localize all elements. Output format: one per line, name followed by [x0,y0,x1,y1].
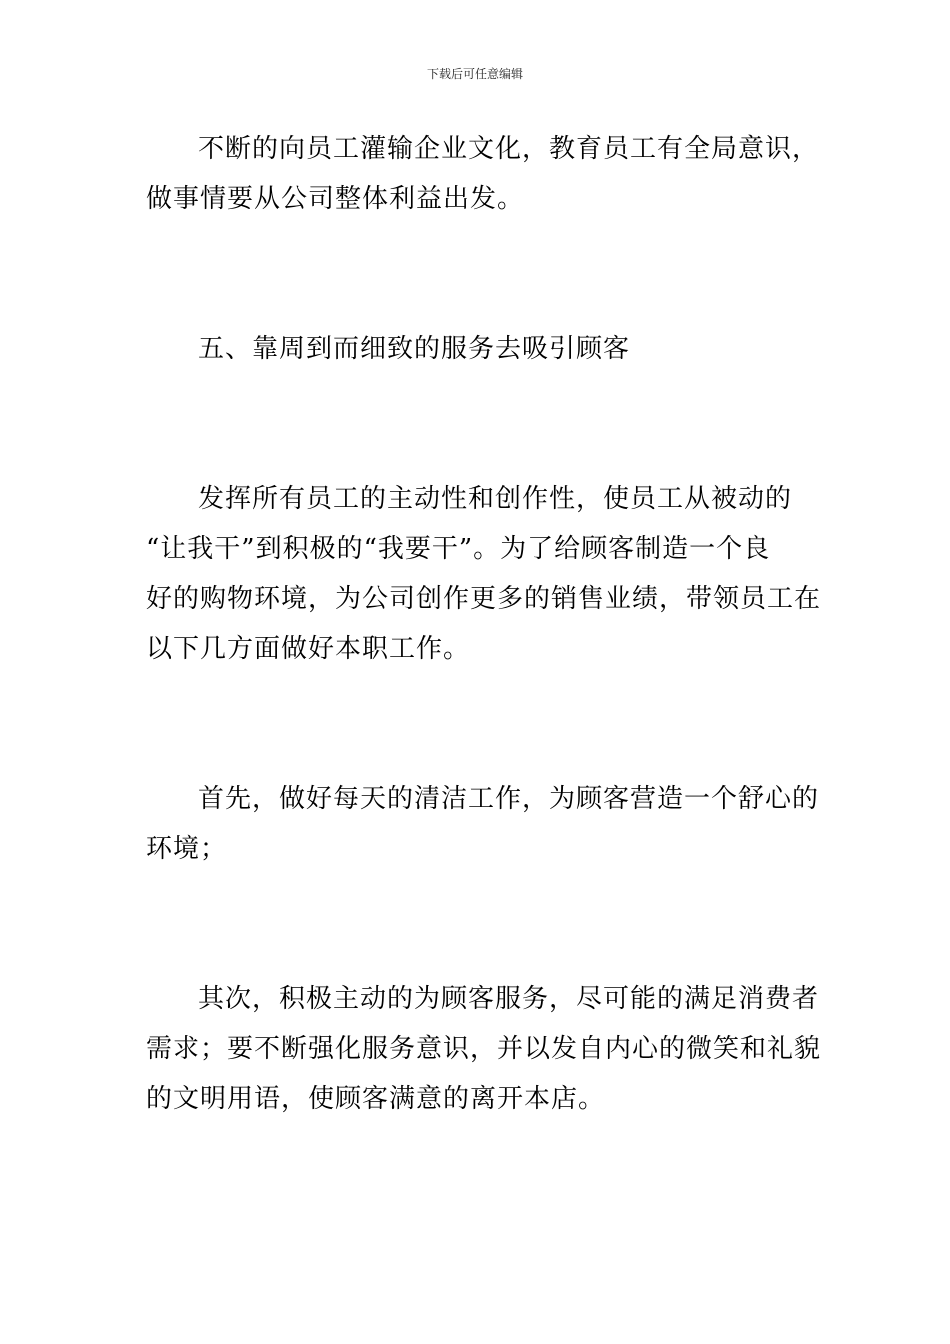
paragraph-culture [146,124,820,224]
paragraph-line: 其次，积极主动的为顾客服务，尽可能的满足消费者 [198,984,820,1014]
paragraph-line: 好的购物环境，为公司创作更多的销售业绩，带领员工在 [146,584,822,614]
paragraph-line: 发挥所有员工的主动性和创作性，使员工从被动的 [198,484,793,514]
paragraph-line: 的文明用语，使顾客满意的离开本店。 [146,1084,606,1114]
section-heading [146,324,810,374]
paragraph-line: 不断的向员工灌输企业文化，教育员工有全局意识， [198,134,820,164]
paragraph-initiative [146,474,822,674]
paragraph-second [146,974,822,1124]
paragraph-line: “让我干”到积极的“我要干”。为了给顾客制造一个良 [146,534,771,564]
paragraph-line: 做事情要从公司整体利益出发。 [146,184,525,214]
header-note: 下载后可任意编辑 [426,67,523,81]
paragraph-line: 以下几方面做好本职工作。 [146,634,471,664]
paragraph-line: 环境； [146,834,228,864]
paragraph-line: 需求；要不断强化服务意识，并以发自内心的微笑和礼貌 [146,1034,822,1064]
paragraph-first [146,774,820,874]
heading-text: 五、靠周到而细致的服务去吸引顾客 [198,334,631,364]
paragraph-line: 首先，做好每天的清洁工作，为顾客营造一个舒心的 [198,784,820,814]
